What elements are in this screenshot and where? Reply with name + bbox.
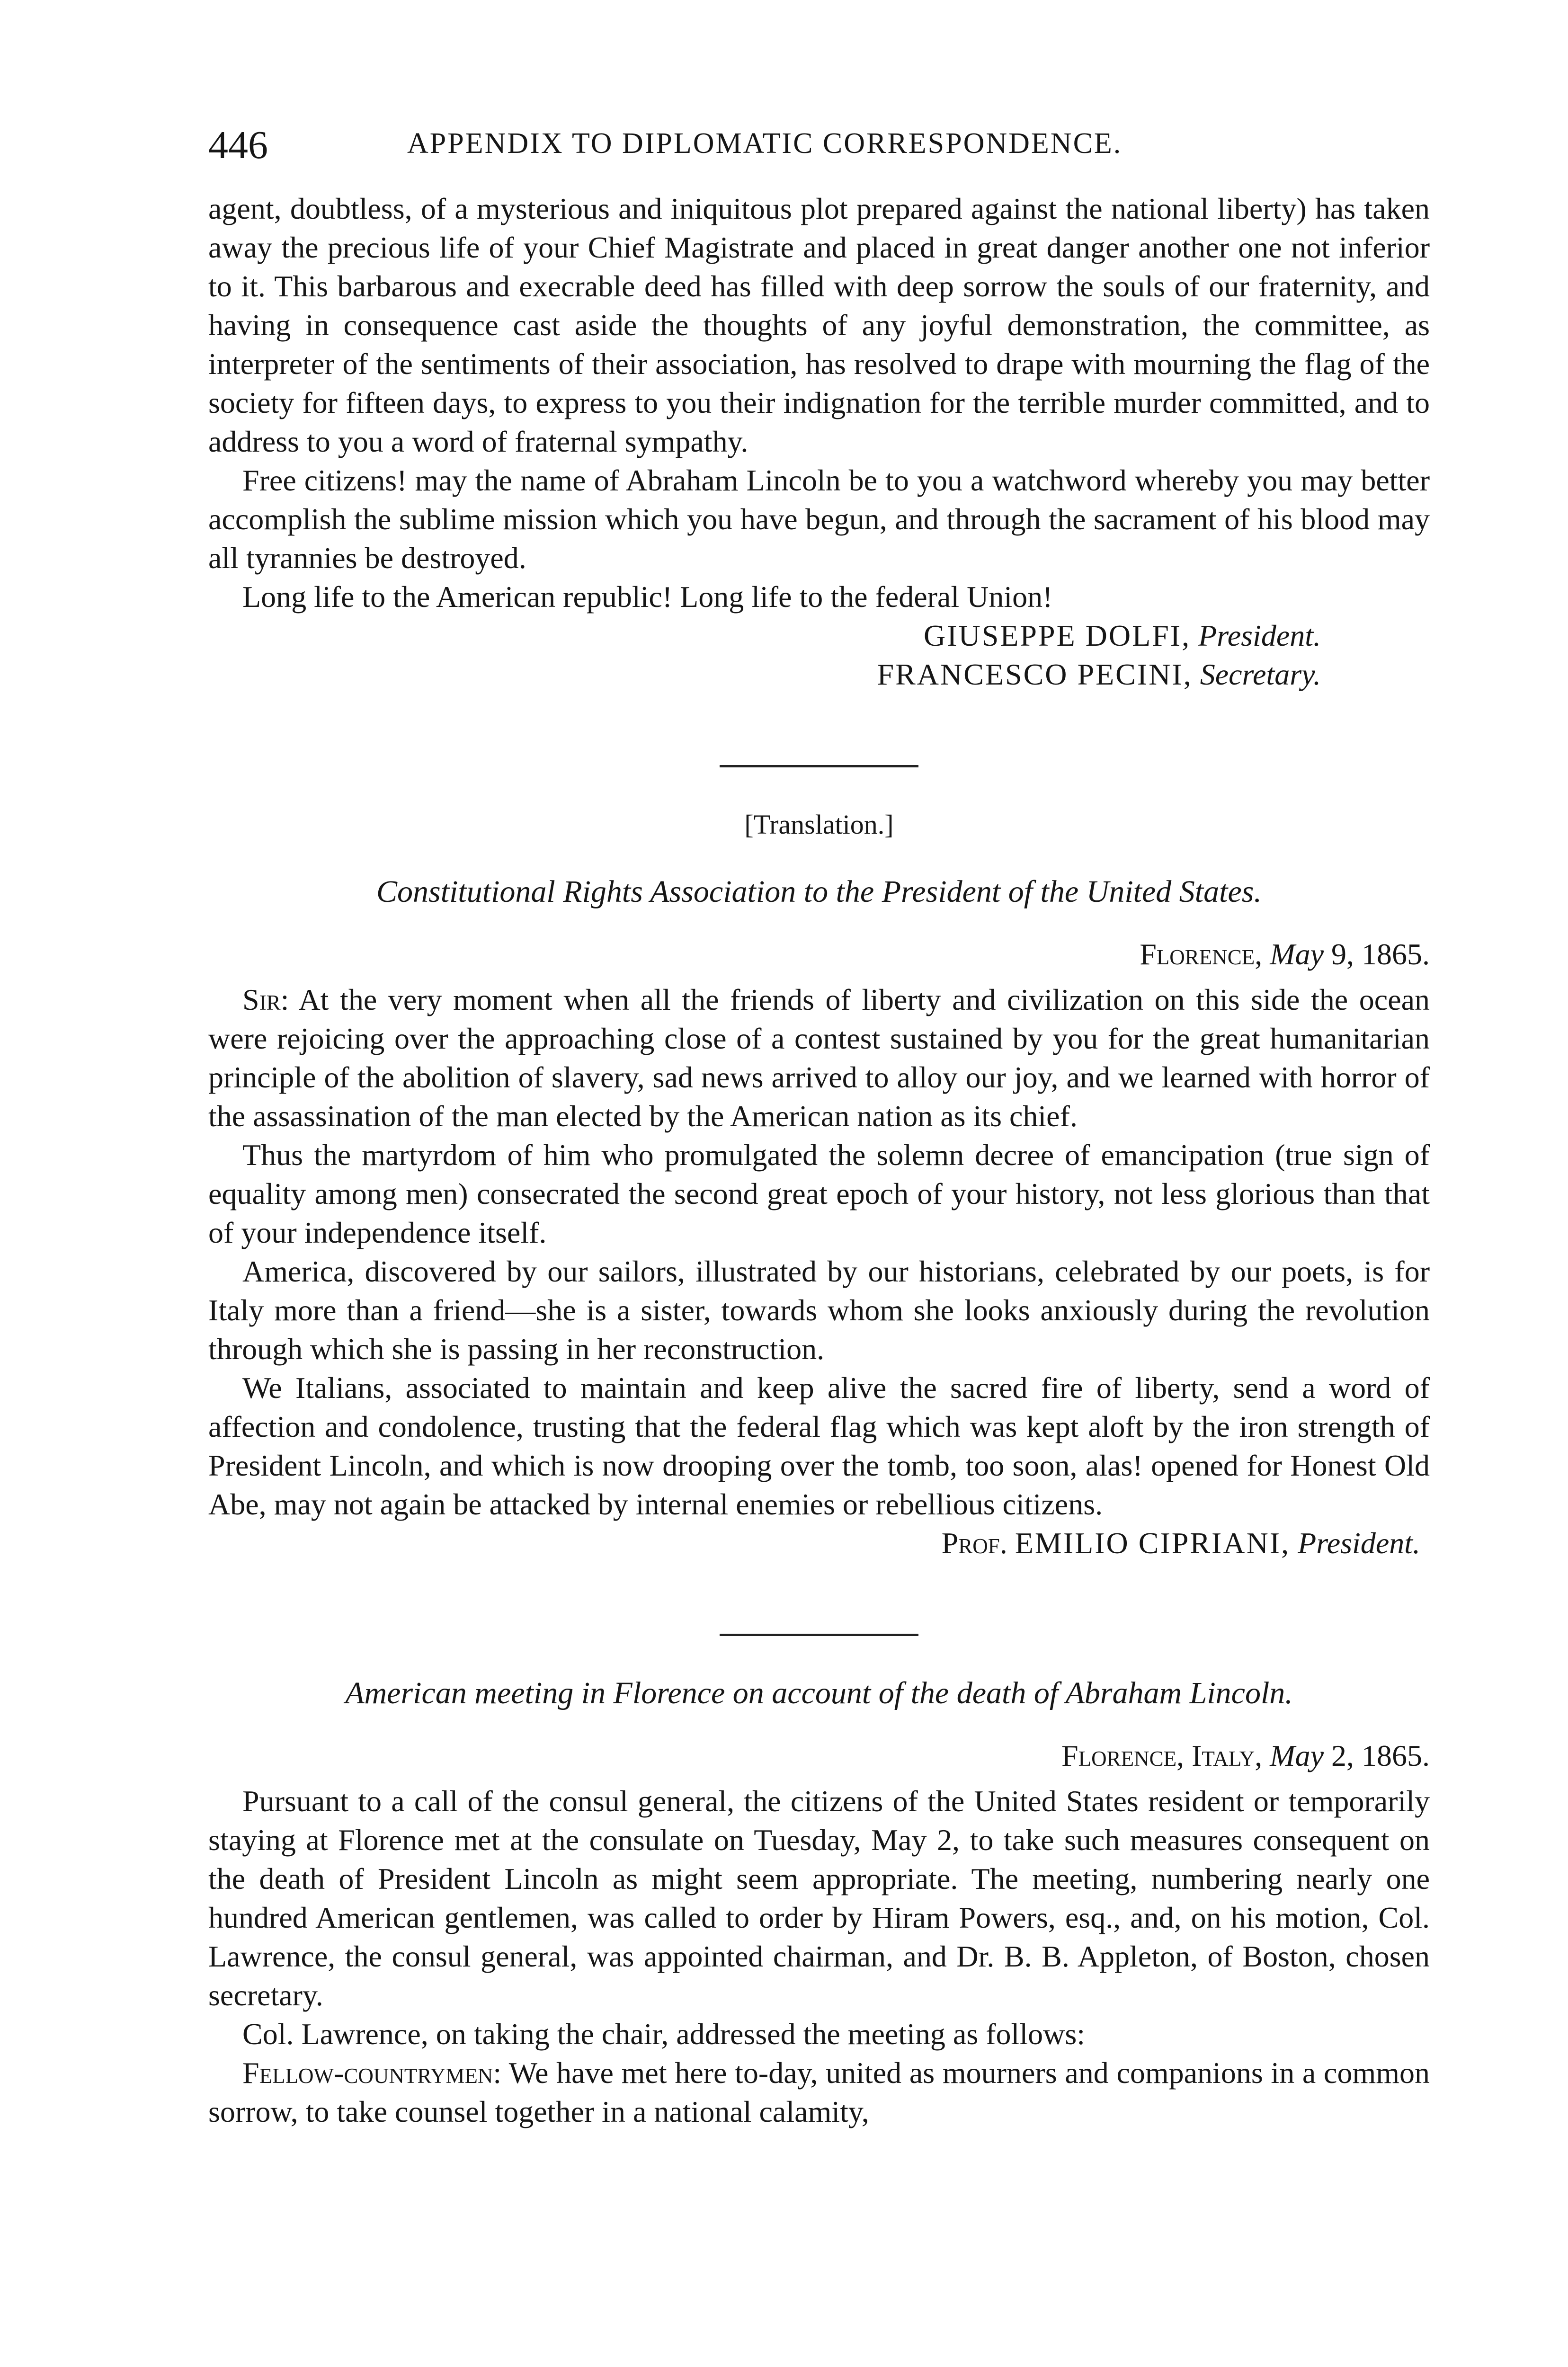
meeting-paragraph-1: Pursuant to a call of the consul general, the citizens of the United States resident or temporarily staying at Florence met at the consulate on Tuesday, May 2, to take such measures consequent on the death of President Lincoln as might seem appropriate. The meeting, numbering nearly one hundred American gentlemen, was called to order by Hiram Powers, esq., and, on his motion, Col. Lawrence, the consul general, was appointed chairman, and Dr. B. B. Appleton, of Boston, chosen secretary. [208,1784,1430,2012]
signature-title: Secretary. [1200,658,1321,691]
signature-title: President. [1298,1526,1420,1560]
page-header [208,118,1430,170]
running-title: APPENDIX TO DIPLOMATIC CORRESPONDENCE. [407,127,1123,160]
letter2-paragraph-3: America, discovered by our sailors, illustrated by our historians, celebrated by our poets, is for Italy more than a friend—she is a sister, towards whom she looks anxiously during the revolution through which she is passing in her reconstruction. [208,1255,1430,1366]
page-number: 446 [208,123,268,167]
letter1-paragraph-1: agent, doubtless, of a mysterious and iniquitous plot prepared against the national liberty) has taken away the precious life of your Chief Magistrate and placed in great danger another one not inferior to it. This barbarous and execrable deed has filled with deep sorrow the souls of our fraternity, and having in consequence cast aside the thoughts of any joyful demonstration, the committee, as interpreter of the sentiments of their association, has resolved to drape with mourning the flag of the society for fifteen days, to express to you their indignation for the terrible murder committed, and to address to you a word of fraternal sympathy. [208,192,1430,458]
meeting-paragraph-2: Col. Lawrence, on taking the chair, addressed the meeting as follows: [242,2017,1085,2051]
address-lead: Fellow-countrymen: [242,2056,502,2090]
signature-dolfi [208,616,1430,655]
dateline-day-year: 9, 1865. [1331,937,1430,971]
signature-cipriani [208,1524,1430,1563]
letter2-paragraph-2: Thus the martyrdom of him who promulgated the solemn decree of emancipation (true sign of equality among men) consecrated the second great epoch of your history, not less glorious than that of your independence itself. [208,1138,1430,1249]
letter2-dateline [208,935,1430,974]
section-divider [720,765,918,767]
letter2-title: Constitutional Rights Association to the President of the United States. [376,874,1262,909]
signature-name: FRANCESCO PECINI, [877,658,1193,691]
letter2-paragraph-1-text: At the very moment when all the friends of liberty and civilization on this side the ocean were rejoicing over the approaching close of a contest sustained by you for the great humanitarian principle of the abolition of slavery, sad news arrived to alloy our joy, and we learned with horror of the assassination of the man elected by the American nation as its chief. [208,983,1430,1133]
dateline-place: Florence, [1140,937,1263,971]
dateline-month: May [1270,937,1324,971]
signature-prefix: Prof. [941,1526,1007,1560]
signature-title: President. [1198,619,1321,652]
meeting-paragraph-3-text: We have met here to-day, united as mourners and companions in a common sorrow, to take counsel together in a national calamity, [208,2056,1430,2128]
page-body [208,189,1430,2131]
meeting-title: American meeting in Florence on account of the death of Abraham Lincoln. [345,1676,1293,1710]
letter1-paragraph-2: Free citizens! may the name of Abraham Lincoln be to you a watchword whereby you may better accomplish the sublime mission which you have begun, and through the sacrament of his blood may all tyrannies be destroyed. [208,463,1430,575]
letter1-paragraph-3: Long life to the American republic! Long life to the federal Union! [242,580,1053,614]
letter2-paragraph-1 [208,980,1430,1136]
meeting-paragraph-3 [208,2054,1430,2131]
document-page [208,118,1430,2131]
meeting-dateline [208,1736,1430,1775]
translation-label: [Translation.] [744,809,894,840]
letter2-paragraph-4: We Italians, associated to maintain and keep alive the sacred fire of liberty, send a word of affection and condolence, trusting that the federal flag which was kept aloft by the iron strength of President Lincoln, and which is now drooping over the tomb, too soon, alas! opened for Honest Old Abe, may not again be attacked by internal enemies or rebellious citizens. [208,1371,1430,1521]
signature-pecini [208,655,1430,694]
dateline-day-year: 2, 1865. [1331,1739,1430,1772]
dateline-place: Florence, Italy, [1061,1739,1263,1772]
salutation: Sir: [242,983,289,1016]
signature-name: EMILIO CIPRIANI, [1015,1526,1291,1560]
dateline-month: May [1270,1739,1324,1772]
signature-name: GIUSEPPE DOLFI, [923,619,1191,652]
section-divider [720,1634,918,1636]
